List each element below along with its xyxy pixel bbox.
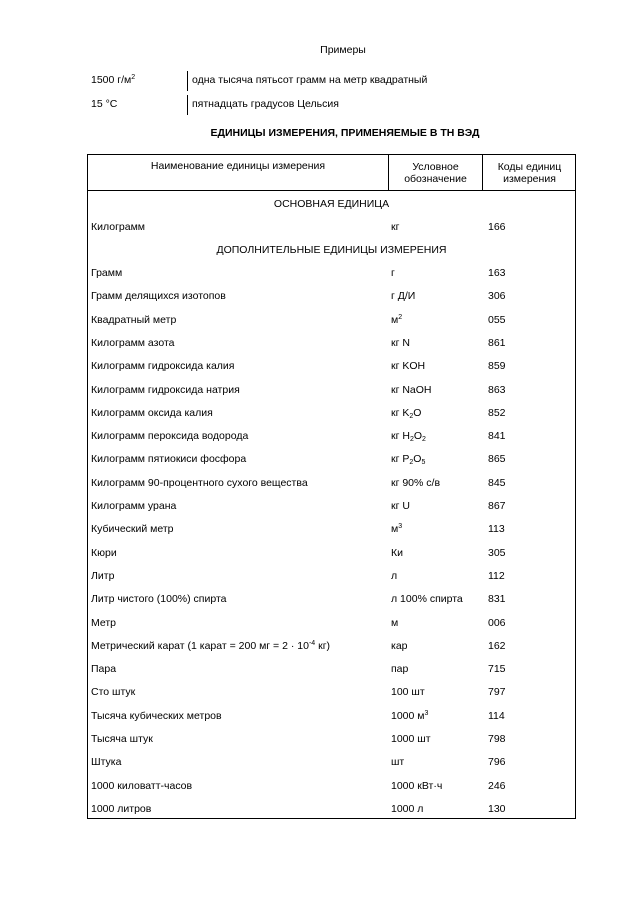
unit-code: 797	[488, 686, 506, 698]
unit-code: 163	[488, 267, 506, 279]
unit-symbol: кг KOH	[391, 360, 426, 372]
section-heading: ДОПОЛНИТЕЛЬНЫЕ ЕДИНИЦЫ ИЗМЕРЕНИЯ	[216, 244, 447, 256]
table-row	[88, 663, 575, 677]
table-row	[88, 430, 575, 444]
unit-symbol: г Д/И	[391, 290, 416, 302]
header-bottom-border	[88, 190, 575, 191]
table-row	[88, 710, 575, 724]
unit-code: 798	[488, 733, 506, 745]
unit-code: 006	[488, 617, 506, 629]
unit-name: Килограмм	[91, 221, 146, 233]
unit-symbol: кг $K_2O$	[391, 407, 422, 420]
unit-name: Метр	[91, 617, 117, 629]
table-row	[88, 267, 575, 281]
unit-name: Квадратный метр	[91, 314, 177, 326]
unit-code: 113	[488, 523, 505, 535]
unit-symbol: кг NaOH	[391, 384, 432, 396]
unit-symbol: 1000 шт	[391, 733, 431, 745]
example-divider	[187, 71, 188, 91]
table-row	[88, 314, 575, 328]
table-row	[88, 756, 575, 770]
unit-code: 305	[488, 547, 506, 559]
unit-name: Грамм	[91, 267, 123, 279]
unit-code: 715	[488, 663, 506, 675]
unit-name: Килограмм гидроксида калия	[91, 360, 235, 372]
unit-code: 162	[488, 640, 506, 652]
unit-symbol: г	[391, 267, 395, 279]
table-row	[88, 453, 575, 467]
table-row	[88, 547, 575, 561]
unit-name: Штука	[91, 756, 122, 768]
unit-code: 831	[488, 593, 506, 605]
unit-name: Кубический метр	[91, 523, 174, 535]
unit-name: Тысяча кубических метров	[91, 710, 222, 722]
unit-symbol: л	[391, 570, 398, 582]
table-row	[88, 523, 575, 537]
unit-code: 841	[488, 430, 506, 442]
unit-code: 867	[488, 500, 506, 512]
example-description: пятнадцать градусов Цельсия	[192, 98, 339, 110]
unit-name: Кюри	[91, 547, 117, 559]
unit-name: 1000 киловатт-часов	[91, 780, 193, 792]
header-code: Коды единиц измерения	[497, 160, 562, 185]
unit-name: Пара	[91, 663, 117, 675]
unit-symbol: 1000 $м^3$	[391, 710, 429, 722]
unit-name: Килограмм оксида калия	[91, 407, 213, 419]
example-description: одна тысяча пятьсот грамм на метр квадратный	[192, 74, 428, 86]
unit-symbol: $м^3$	[391, 523, 403, 535]
unit-name: 1000 литров	[91, 803, 152, 815]
unit-symbol: пар	[391, 663, 409, 675]
unit-name: Килограмм 90-процентного сухого вещества	[91, 477, 308, 489]
unit-symbol: шт	[391, 756, 405, 768]
table-row	[88, 593, 575, 607]
units-table	[87, 154, 576, 819]
unit-name: Сто штук	[91, 686, 136, 698]
table-row	[88, 640, 575, 654]
example-row	[91, 95, 591, 115]
unit-name: Метрический карат (1 карат = 200 мг = $2 \cdot 10^{-4}$ кг)	[91, 640, 331, 652]
unit-name: Килограмм урана	[91, 500, 177, 512]
unit-code: 796	[488, 756, 506, 768]
unit-code: 055	[488, 314, 506, 326]
table-row	[88, 290, 575, 304]
unit-name: Килограмм пятиокиси фосфора	[91, 453, 247, 465]
example-row	[91, 71, 591, 91]
table-row	[88, 500, 575, 514]
unit-code: 865	[488, 453, 506, 465]
table-row	[88, 780, 575, 794]
unit-name: Литр	[91, 570, 115, 582]
unit-code: 166	[488, 221, 506, 233]
table-row	[88, 570, 575, 584]
examples-heading: Примеры	[320, 44, 366, 56]
unit-symbol: л 100% спирта	[391, 593, 463, 605]
unit-code: 114	[488, 710, 505, 722]
unit-code: 246	[488, 780, 506, 792]
unit-code: 845	[488, 477, 506, 489]
unit-symbol: Ки	[391, 547, 403, 559]
unit-symbol: м	[391, 617, 399, 629]
table-row	[88, 384, 575, 398]
table-row	[88, 803, 575, 817]
unit-code: 863	[488, 384, 506, 396]
unit-name: Грамм делящихся изотопов	[91, 290, 226, 302]
unit-symbol: кг 90% с/в	[391, 477, 441, 489]
example-value: 1500 $г/м^2$	[91, 74, 136, 86]
header-name: Наименование единицы измерения	[150, 160, 326, 172]
example-divider	[187, 95, 188, 115]
table-row	[88, 360, 575, 374]
unit-symbol: кар	[391, 640, 408, 652]
unit-symbol: кг	[391, 221, 400, 233]
unit-name: Литр чистого (100%) спирта	[91, 593, 227, 605]
unit-symbol: 100 шт	[391, 686, 425, 698]
table-row	[88, 617, 575, 631]
table-row	[88, 337, 575, 351]
unit-symbol: 1000 кВт·ч	[391, 780, 443, 792]
unit-symbol: кг U	[391, 500, 410, 512]
unit-code: 861	[488, 337, 506, 349]
unit-symbol: 1000 л	[391, 803, 424, 815]
unit-name: Килограмм пероксида водорода	[91, 430, 249, 442]
table-row	[88, 407, 575, 421]
table-row	[88, 477, 575, 491]
unit-code: 859	[488, 360, 506, 372]
unit-name: Килограмм гидроксида натрия	[91, 384, 240, 396]
unit-code: 130	[488, 803, 506, 815]
unit-symbol: кг $H_2O_2$	[391, 430, 426, 443]
section-heading: ОСНОВНАЯ ЕДИНИЦА	[273, 198, 390, 210]
unit-code: 306	[488, 290, 506, 302]
unit-code: 852	[488, 407, 506, 419]
unit-symbol: кг N	[391, 337, 410, 349]
unit-code: 112	[488, 570, 505, 582]
table-row	[88, 221, 575, 235]
table-row	[88, 686, 575, 700]
header-symbol: Условное обозначение	[404, 160, 467, 185]
example-value: 15 °С	[91, 98, 118, 110]
unit-name: Килограмм азота	[91, 337, 175, 349]
unit-symbol: $м^2$	[391, 314, 403, 326]
table-title: ЕДИНИЦЫ ИЗМЕРЕНИЯ, ПРИМЕНЯЕМЫЕ В ТН ВЭД	[210, 127, 480, 139]
table-row	[88, 733, 575, 747]
unit-name: Тысяча штук	[91, 733, 153, 745]
unit-symbol: кг $P_2O_5$	[391, 453, 426, 466]
